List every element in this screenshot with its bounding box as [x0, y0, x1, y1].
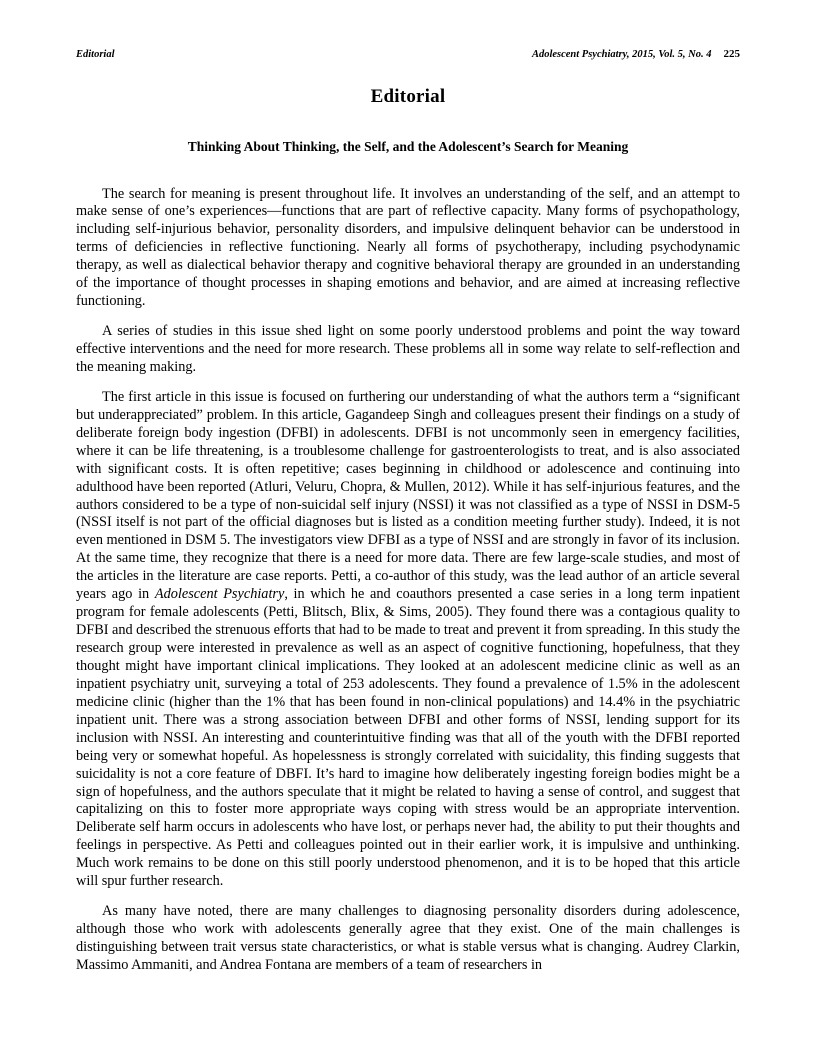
paragraph-3 — [76, 389, 740, 891]
running-head — [76, 48, 740, 60]
page-number: 225 — [723, 48, 740, 60]
article-title: Thinking About Thinking, the Self, and the Adolescent’s Search for Meaning — [187, 139, 629, 154]
paragraph-1: The search for meaning is present throughout life. It involves an understanding of the self, and an attempt to make sense of one’s experiences—functions that are part of reflective capacity. Many forms of psychopathology, including self-injurious behavior, personality disorders, and impulsive delinquent behavior can be understood in terms of deficiencies in reflective functioning. Nearly all forms of psychotherapy, including psychodynamic therapy, as well as dialectical behavior therapy and cognitive behavioral therapy are grounded in an understanding of the importance of thought processes in shaping emotions and behavior, and are aimed at increasing reflective functioning. — [76, 185, 740, 310]
running-head-right — [532, 48, 740, 60]
page-title: Editorial — [370, 86, 446, 107]
paragraph-3-part-2: , in which he and coauthors presented a case series in a long term inpatient program for female adolescents (Petti, Blitsch, Blix, & Sims, 2005). They found there was a contagious quality to DFBI and described the strenuous efforts that had to be made to treat and prevent it from spreading. In this study the research group were interested in prevalence as well as an aspect of cognitive functioning, hopefulness, that they thought might have important clinical implications. They looked at an adolescent medicine clinic as well as an inpatient psychiatry unit, surveying a total of 253 adolescents. They found a prevalence of 1.5% in the adolescent medicine clinic (higher than the 1% that has been found in non-clinical populations) and 14.4% in the psychiatric inpatient unit. There was a strong association between DFBI and other forms of NSSI, lending support for its inclusion with NSSI. An interesting and counterintuitive finding was that all of the youth with the DFBI reported being very or somewhat hopeful. As hopelessness is strongly correlated with suicidality, this finding suggests that suicidality is not a core feature of DBFI. It’s hard to imagine how deliberately ingesting foreign bodies might be a sign of hopefulness, and the authors speculate that it might be related to having a sense of control, and suggest that capitalizing on this to foster more appropriate ways coping with stress would be an appropriate intervention. Deliberate self harm occurs in adolescents who have lost, or perhaps never had, the ability to put their thoughts and feelings in perspective. As Petti and colleagues pointed out in their earlier work, it is impulsive and unthinking. Much work remains to be done on this still poorly understood phenomenon, and it is to be hoped that this article will spur further research. — [76, 586, 740, 890]
running-head-left: Editorial — [76, 49, 115, 60]
journal-name-italic: Adolescent Psychiatry — [154, 586, 285, 603]
paragraph-4: As many have noted, there are many challenges to diagnosing personality disorders during adolescence, although those who work with adolescents generally agree that they exist. One of the main challenges is distinguishing between trait versus state characteristics, or what is stable versus what is changing. Audrey Clarkin, Massimo Ammaniti, and Andrea Fontana are members of a team of researchers in — [76, 903, 740, 973]
paragraph-3-part-1: The first article in this issue is focused on furthering our understanding of what the authors term a “significant but underappreciated” problem. In this article, Gagandeep Singh and colleagues present their findings on a study of deliberate foreign body ingestion (DFBI) in adolescents. DFBI is not uncommonly seen in emergency facilities, where it can be life threatening, is a troublesome challenge for gastroenterologists to treat, and is also associated with significant costs. It is often repetitive; cases beginning in childhood or adolescence and continuing into adulthood have been reported (Atluri, Veluru, Chopra, & Mullen, 2012). While it has self-injurious features, and the authors considered to be a type of non-suicidal self injury (NSSI) it was not classified as a type of NSSI in DSM-5 (NSSI itself is not part of the official diagnoses but is listed as a condition meeting further study). Indeed, it is not even mentioned in DSM 5. The investigators view DFBI as a type of NSSI and are strongly in favor of its inclusion. At the same time, they recognize that there is a need for more data. There are few large-scale studies, and most of the articles in the literature are case reports. Petti, a co-author of this study, was the lead author of an article several years ago in — [76, 388, 740, 603]
journal-citation: Adolescent Psychiatry, 2015, Vol. 5, No. 4 — [531, 49, 712, 60]
paragraph-2: A series of studies in this issue shed light on some poorly understood problems and point the way toward effective interventions and the need for more research. These problems all in some way relate to self-reflection and the meaning making. — [76, 323, 740, 375]
